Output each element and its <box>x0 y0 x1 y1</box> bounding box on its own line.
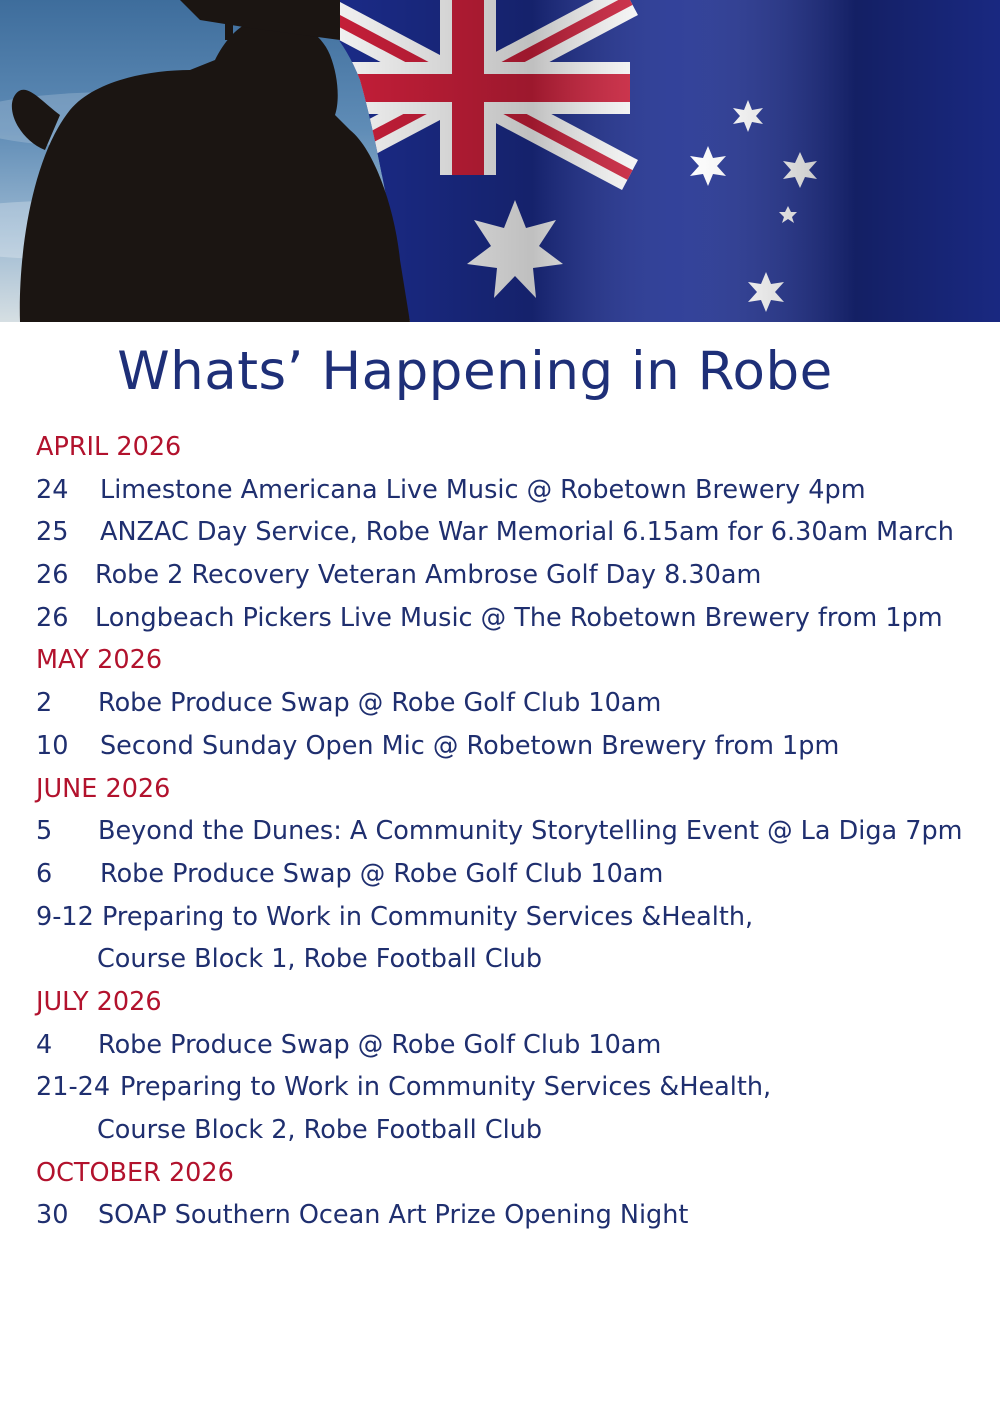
event-text: Robe 2 Recovery Veteran Ambrose Golf Day 8.30am <box>95 560 762 591</box>
list-item <box>36 597 986 640</box>
events-list <box>36 426 986 1237</box>
hero-image <box>0 0 1000 322</box>
event-text: Longbeach Pickers Live Music @ The Robetown Brewery from 1pm <box>95 602 943 633</box>
list-item <box>36 1194 986 1237</box>
event-day: 21-24 <box>36 1072 111 1103</box>
list-item <box>36 511 986 554</box>
list-item <box>36 1066 986 1109</box>
list-item <box>36 1024 986 1067</box>
month-heading: APRIL 2026 <box>36 432 182 462</box>
event-text: Robe Produce Swap @ Robe Golf Club 10am <box>100 858 664 889</box>
event-day: 9-12 <box>36 901 94 932</box>
event-text: Second Sunday Open Mic @ Robetown Brewery from 1pm <box>100 730 840 761</box>
list-item <box>36 682 986 725</box>
month-heading: MAY 2026 <box>36 645 163 676</box>
event-text-continuation: Course Block 2, Robe Football Club <box>97 1115 543 1145</box>
list-item <box>36 725 986 768</box>
event-day: 4 <box>36 1029 53 1060</box>
soldier-salute-flag-illustration <box>0 0 1000 322</box>
event-day: 25 <box>36 517 69 548</box>
event-text-continuation: Course Block 1, Robe Football Club <box>97 944 543 975</box>
event-text: Robe Produce Swap @ Robe Golf Club 10am <box>98 1029 662 1060</box>
event-text: Beyond the Dunes: A Community Storytelling Event @ La Diga 7pm <box>98 816 963 847</box>
event-day: 10 <box>36 730 69 761</box>
list-item <box>36 810 986 853</box>
month-heading: JULY 2026 <box>36 986 162 1017</box>
list-item <box>36 469 986 512</box>
event-text: Limestone Americana Live Music @ Robetown Brewery 4pm <box>100 474 866 505</box>
event-day: 26 <box>36 602 69 633</box>
event-text: ANZAC Day Service, Robe War Memorial 6.15am for 6.30am March <box>100 517 954 548</box>
event-day: 24 <box>36 474 69 505</box>
event-text: Preparing to Work in Community Services &Health, <box>120 1072 772 1103</box>
event-text: Robe Produce Swap @ Robe Golf Club 10am <box>98 688 662 719</box>
month-heading: JUNE 2026 <box>36 773 171 804</box>
event-day: 2 <box>36 688 53 719</box>
list-item <box>36 896 986 939</box>
event-day: 30 <box>36 1200 69 1231</box>
event-day: 26 <box>36 560 69 591</box>
event-text: SOAP Southern Ocean Art Prize Opening Night <box>98 1200 689 1231</box>
event-day: 6 <box>36 858 53 889</box>
page-title: Whats’ Happening in Robe <box>117 341 833 402</box>
month-heading: OCTOBER 2026 <box>36 1157 234 1188</box>
event-text: Preparing to Work in Community Services &Health, <box>102 901 754 932</box>
event-day: 5 <box>36 816 53 847</box>
list-item <box>36 554 986 597</box>
list-item <box>36 853 986 896</box>
